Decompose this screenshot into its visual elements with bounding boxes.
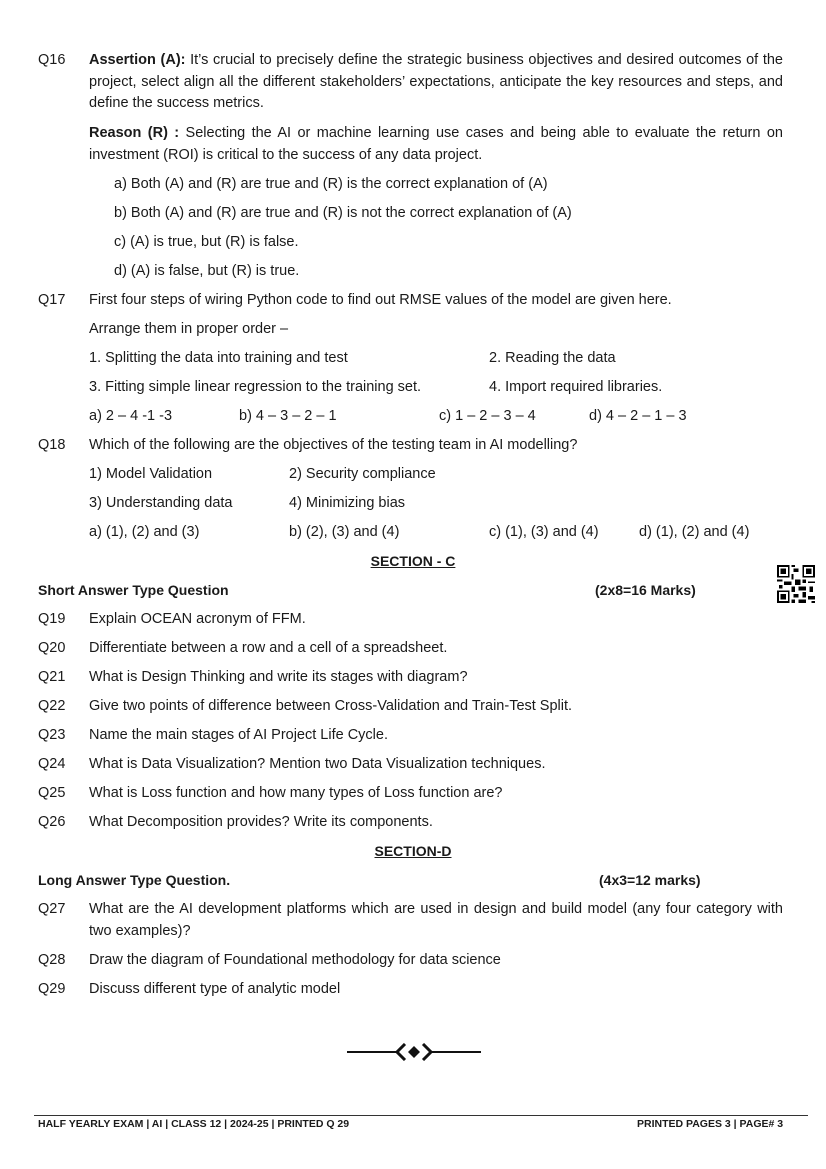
item: 4) Minimizing bias	[289, 495, 406, 511]
section-c-heading: Short Answer Type Question	[38, 582, 229, 598]
question-number: Q26	[38, 814, 66, 830]
option: a) (1), (2) and (3)	[89, 524, 200, 540]
assertion-text	[89, 50, 783, 115]
option: a) Both (A) and (R) are true and (R) is the correct explanation of (A)	[114, 176, 548, 192]
question-text: First four steps of wiring Python code to find out RMSE values of the model are given here.	[89, 292, 672, 308]
question-number: Q25	[38, 785, 66, 801]
question-text: Explain OCEAN acronym of FFM.	[89, 611, 306, 627]
question-number: Q28	[38, 952, 66, 968]
question-text: Give two points of difference between Cross-Validation and Train-Test Split.	[89, 698, 573, 714]
question-number: Q23	[38, 727, 66, 743]
question-number: Q17	[38, 292, 66, 308]
question-text: What is Design Thinking and write its stages with diagram?	[89, 669, 468, 685]
question-number: Q22	[38, 698, 66, 714]
question-text: Discuss different type of analytic model	[89, 981, 341, 997]
footer-left: HALF YEARLY EXAM | AI | CLASS 12 | 2024-25 | PRINTED Q 29	[38, 1118, 350, 1130]
question-instruction: Arrange them in proper order –	[89, 321, 289, 337]
question-text: What is Loss function and how many types of Loss function are?	[89, 785, 503, 801]
item: 1) Model Validation	[89, 466, 213, 482]
question-text: Name the main stages of AI Project Life Cycle.	[89, 727, 388, 743]
reason-label: Reason (R) :	[89, 125, 180, 141]
step: 3. Fitting simple linear regression to the training set.	[89, 379, 422, 395]
section-d-marks: (4x3=12 marks)	[599, 872, 701, 888]
qr-code-icon	[777, 565, 815, 603]
footer-divider	[34, 1115, 808, 1116]
question-text: What Decomposition provides? Write its components.	[89, 814, 433, 830]
section-d-heading: Long Answer Type Question.	[38, 872, 231, 888]
assertion-label: Assertion (A):	[89, 52, 186, 68]
question-text: What are the AI development platforms which are used in design and build model (any four category with two examples)?	[89, 901, 783, 939]
question-number: Q19	[38, 611, 66, 627]
question-number: Q18	[38, 437, 66, 453]
question-text: Differentiate between a row and a cell of a spreadsheet.	[89, 640, 448, 656]
question-number: Q24	[38, 756, 66, 772]
option: c) 1 – 2 – 3 – 4	[439, 408, 536, 424]
option: d) (A) is false, but (R) is true.	[114, 263, 300, 279]
section-c-title: SECTION - C	[370, 553, 456, 569]
question-text: Which of the following are the objectives of the testing team in AI modelling?	[89, 437, 578, 453]
assertion-body: It’s crucial to precisely define the strategic business objectives and desired outcomes of the project, select align all the different stakeholders’ expectations, anticipate the key resources and steps, and define the success metrics.	[89, 52, 783, 111]
question-text: What is Data Visualization? Mention two Data Visualization techniques.	[89, 756, 546, 772]
section-c-marks: (2x8=16 Marks)	[595, 582, 696, 598]
option: d) 4 – 2 – 1 – 3	[589, 408, 687, 424]
option: c) (A) is true, but (R) is false.	[114, 234, 299, 250]
step: 4. Import required libraries.	[489, 379, 663, 395]
step: 1. Splitting the data into training and test	[89, 350, 348, 366]
option: b) Both (A) and (R) are true and (R) is not the correct explanation of (A)	[114, 205, 572, 221]
end-ornament-icon	[347, 1043, 481, 1061]
reason-text	[89, 123, 783, 166]
footer-right: PRINTED PAGES 3 | PAGE# 3	[637, 1118, 784, 1130]
option: d) (1), (2) and (4)	[639, 524, 750, 540]
option: b) (2), (3) and (4)	[289, 524, 400, 540]
step: 2. Reading the data	[489, 350, 616, 366]
item: 3) Understanding data	[89, 495, 233, 511]
section-d-title: SECTION-D	[374, 843, 452, 859]
question-number: Q20	[38, 640, 66, 656]
question-number: Q16	[38, 52, 66, 68]
question-number: Q21	[38, 669, 66, 685]
question-text: Draw the diagram of Foundational methodology for data science	[89, 952, 501, 968]
reason-body: Selecting the AI or machine learning use cases and being able to evaluate the return on investment (ROI) is critical to the success of any data project.	[89, 125, 783, 163]
question-number: Q27	[38, 901, 66, 917]
option: c) (1), (3) and (4)	[489, 524, 599, 540]
option: b) 4 – 3 – 2 – 1	[239, 408, 337, 424]
option: a) 2 – 4 -1 -3	[89, 408, 173, 424]
question-number: Q29	[38, 981, 66, 997]
item: 2) Security compliance	[289, 466, 436, 482]
